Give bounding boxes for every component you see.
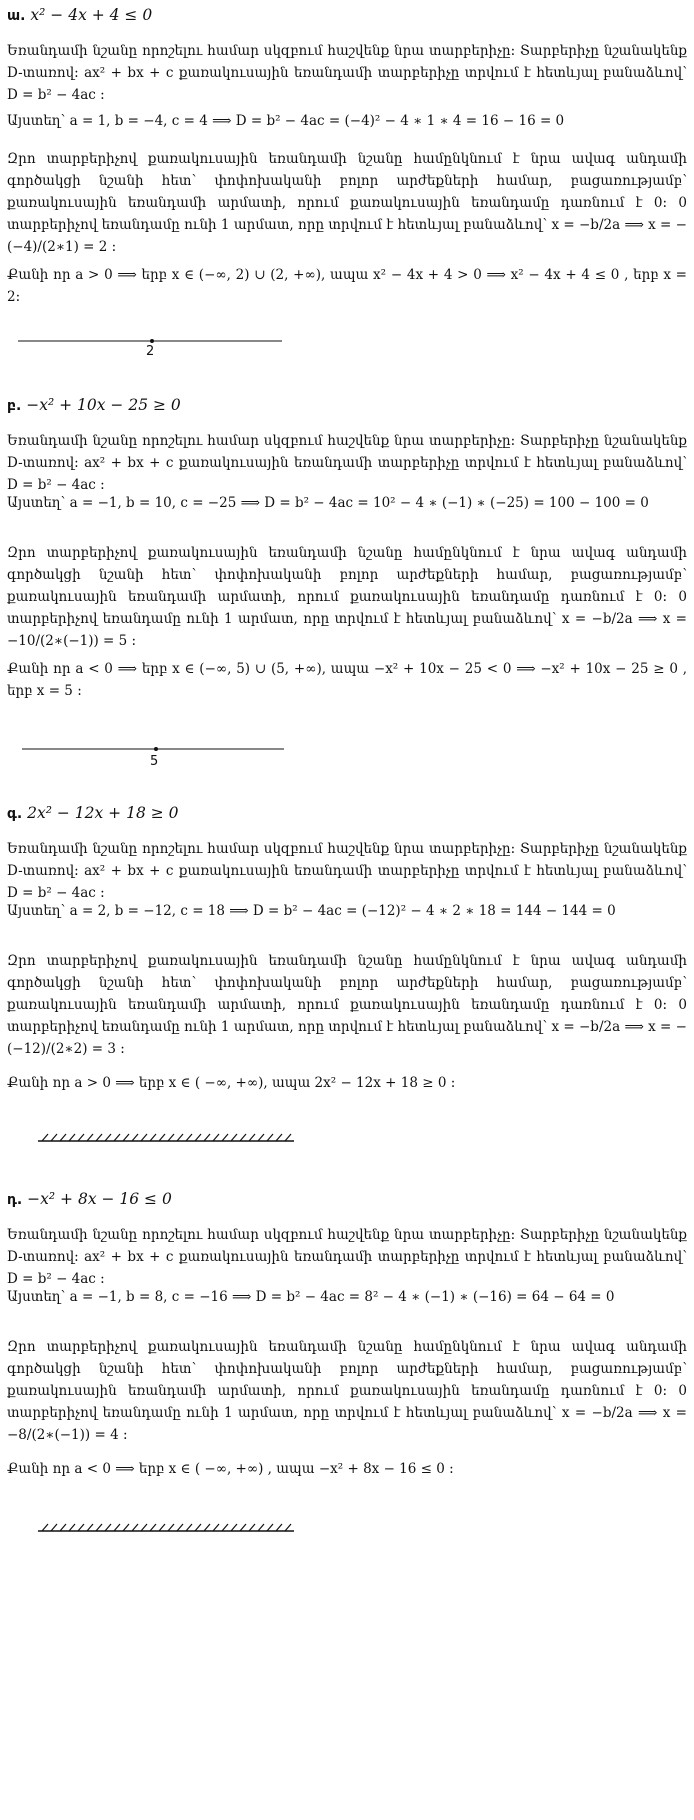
number-line-d <box>38 1520 318 1556</box>
hatch-mark <box>267 1134 273 1141</box>
hatched-line-svg <box>38 1521 318 1535</box>
hatch-mark <box>132 1134 138 1141</box>
hatch-mark <box>96 1524 102 1531</box>
intro-paragraph: Եռանդամի նշանը որոշելու համար սկզբում հաշվենք նրա տարբերիչը: Տարբերիչը նշանակենք D-տառով: ax² + bx + c քառակուսային եռանդամի տարբերիչը տրվում է հետևյալ բանաձևով՝ D = b² − 4ac : <box>7 43 687 103</box>
hatch-mark <box>177 1524 183 1531</box>
hatch-mark <box>114 1134 120 1141</box>
root-paragraph: Զրո տարբերիչով քառակուսային եռանդամի նշանը համընկնում է նրա ավագ անդամի գործակցի նշանի հետ՝ փոփոխականի բոլոր արժեքների համար, բացառությամբ՝ քառակուսային եռանդամի արմատի, որում քառակուսային եռանդամը դառնում է 0: 0 տարբերիչով եռանդամը ունի 1 արմատ, որը տրվում է հետևյալ բանաձևով՝ x = −b/2a ⟹ x = −8/(2∗(−1)) = 4 : <box>7 1339 687 1443</box>
hatch-mark <box>186 1134 192 1141</box>
hatch-mark <box>42 1524 48 1531</box>
root-paragraph: Զրո տարբերիչով քառակուսային եռանդամի նշանը համընկնում է նրա ավագ անդամի գործակցի նշանի հետ՝ փոփոխականի բոլոր արժեքների համար, բացառությամբ՝ քառակուսային եռանդամի արմատի, որում քառակուսային եռանդամը դառնում է 0: 0 տարբերիչով եռանդամը ունի 1 արմատ, որը տրվում է հետևյալ բանաձևով՝ x = −b/2a ⟹ x = −(−4)/(2∗1) = 2 : <box>7 151 687 255</box>
hatch-mark <box>159 1524 165 1531</box>
hatch-mark <box>195 1524 201 1531</box>
hatch-mark <box>150 1134 156 1141</box>
hatch-mark <box>285 1134 291 1141</box>
hatch-mark <box>213 1134 219 1141</box>
hatch-mark <box>267 1524 273 1531</box>
hatch-mark <box>114 1524 120 1531</box>
hatch-marks <box>42 1134 291 1141</box>
hatch-mark <box>213 1524 219 1531</box>
section-letter: դ. <box>7 1192 23 1208</box>
hatch-mark <box>105 1134 111 1141</box>
hatch-mark <box>204 1134 210 1141</box>
root-label: 5 <box>150 754 159 769</box>
number-line-c <box>38 1130 318 1166</box>
conclusion-paragraph: Քանի որ a > 0 ⟹ երբ x ∈ ( −∞, +∞), ապա 2x² − 12x + 18 ≥ 0 : <box>7 1075 456 1091</box>
root-label: 2 <box>146 344 155 359</box>
hatch-mark <box>123 1134 129 1141</box>
inequality: −x² + 10x − 25 ≥ 0 <box>26 396 181 414</box>
hatch-mark <box>141 1524 147 1531</box>
section-letter: գ. <box>7 806 23 822</box>
hatch-mark <box>132 1524 138 1531</box>
section-heading <box>7 396 687 414</box>
discriminant-calc: Այստեղ՝ a = 2, b = −12, c = 18 ⟹ D = b² − 4ac = (−12)² − 4 ∗ 2 ∗ 18 = 144 − 144 = 0 <box>7 903 616 919</box>
section-heading <box>7 804 687 822</box>
hatch-mark <box>276 1524 282 1531</box>
hatch-mark <box>105 1524 111 1531</box>
discriminant-calc: Այստեղ՝ a = −1, b = 8, c = −16 ⟹ D = b² − 4ac = 8² − 4 ∗ (−1) ∗ (−16) = 64 − 64 = 0 <box>7 1289 615 1305</box>
intro-paragraph: Եռանդամի նշանը որոշելու համար սկզբում հաշվենք նրա տարբերիչը: Տարբերիչը նշանակենք D-տառով: ax² + bx + c քառակուսային եռանդամի տարբերիչը տրվում է հետևյալ բանաձևով՝ D = b² − 4ac : <box>7 841 687 901</box>
hatch-mark <box>42 1134 48 1141</box>
hatched-line-svg <box>38 1131 318 1145</box>
section-c <box>7 804 687 1091</box>
hatch-mark <box>141 1134 147 1141</box>
discriminant-calc: Այստեղ՝ a = −1, b = 10, c = −25 ⟹ D = b² − 4ac = 10² − 4 ∗ (−1) ∗ (−25) = 100 − 100 = 0 <box>7 495 649 511</box>
hatch-mark <box>195 1134 201 1141</box>
hatch-mark <box>258 1134 264 1141</box>
inequality: −x² + 8x − 16 ≤ 0 <box>27 1190 172 1208</box>
hatch-mark <box>123 1524 129 1531</box>
inequality: x² − 4x + 4 ≤ 0 <box>30 6 153 24</box>
hatch-mark <box>87 1134 93 1141</box>
hatch-mark <box>60 1134 66 1141</box>
intro-paragraph: Եռանդամի նշանը որոշելու համար սկզբում հաշվենք նրա տարբերիչը: Տարբերիչը նշանակենք D-տառով: ax² + bx + c քառակուսային եռանդամի տարբերիչը տրվում է հետևյալ բանաձևով՝ D = b² − 4ac : <box>7 433 687 493</box>
hatch-mark <box>177 1134 183 1141</box>
root-paragraph: Զրո տարբերիչով քառակուսային եռանդամի նշանը համընկնում է նրա ավագ անդամի գործակցի նշանի հետ՝ փոփոխականի բոլոր արժեքների համար, բացառությամբ՝ քառակուսային եռանդամի արմատի, որում քառակուսային եռանդամը դառնում է 0: 0 տարբերիչով եռանդամը ունի 1 արմատ, որը տրվում է հետևյալ բանաձևով՝ x = −b/2a ⟹ x = −(−12)/(2∗2) = 3 : <box>7 953 687 1057</box>
section-letter: բ. <box>7 398 22 414</box>
number-line-svg <box>18 332 298 352</box>
section-d <box>7 1190 687 1477</box>
hatch-mark <box>222 1524 228 1531</box>
intro-paragraph: Եռանդամի նշանը որոշելու համար սկզբում հաշվենք նրա տարբերիչը: Տարբերիչը նշանակենք D-տառով: ax² + bx + c քառակուսային եռանդամի տարբերիչը տրվում է հետևյալ բանաձևով՝ D = b² − 4ac : <box>7 1227 687 1287</box>
section-a <box>7 6 687 305</box>
root-paragraph: Զրո տարբերիչով քառակուսային եռանդամի նշանը համընկնում է նրա ավագ անդամի գործակցի նշանի հետ՝ փոփոխականի բոլոր արժեքների համար, բացառությամբ՝ քառակուսային եռանդամի արմատի, որում քառակուսային եռանդամը դառնում է 0: 0 տարբերիչով եռանդամը ունի 1 արմատ, որը տրվում է հետևյալ բանաձևով՝ x = −b/2a ⟹ x = −10/(2∗(−1)) = 5 : <box>7 545 687 649</box>
hatch-mark <box>159 1134 165 1141</box>
hatch-mark <box>51 1134 57 1141</box>
hatch-mark <box>276 1134 282 1141</box>
conclusion-paragraph: Քանի որ a < 0 ⟹ երբ x ∈ ( −∞, +∞) , ապա −x² + 8x − 16 ≤ 0 : <box>7 1461 454 1477</box>
section-b <box>7 396 687 699</box>
hatch-mark <box>222 1134 228 1141</box>
section-heading <box>7 6 687 24</box>
hatch-mark <box>249 1134 255 1141</box>
conclusion-paragraph: Քանի որ a > 0 ⟹ երբ x ∈ (−∞, 2) ∪ (2, +∞), ապա x² − 4x + 4 > 0 ⟹ x² − 4x + 4 ≤ 0 , երբ x = 2: <box>7 267 687 305</box>
section-heading <box>7 1190 687 1208</box>
hatch-mark <box>168 1524 174 1531</box>
hatch-mark <box>231 1134 237 1141</box>
hatch-mark <box>60 1524 66 1531</box>
hatch-mark <box>96 1134 102 1141</box>
root-point <box>150 339 154 343</box>
hatch-mark <box>78 1524 84 1531</box>
hatch-mark <box>150 1524 156 1531</box>
hatch-mark <box>69 1134 75 1141</box>
hatch-mark <box>87 1524 93 1531</box>
hatch-mark <box>258 1524 264 1531</box>
conclusion-paragraph: Քանի որ a < 0 ⟹ երբ x ∈ (−∞, 5) ∪ (5, +∞), ապա −x² + 10x − 25 < 0 ⟹ −x² + 10x − 25 ≥ 0 , երբ x = 5 : <box>7 661 687 699</box>
hatch-mark <box>78 1134 84 1141</box>
hatch-mark <box>240 1134 246 1141</box>
root-point <box>154 747 158 751</box>
hatch-mark <box>240 1524 246 1531</box>
number-line-a <box>18 332 298 368</box>
hatch-mark <box>69 1524 75 1531</box>
hatch-mark <box>51 1524 57 1531</box>
hatch-mark <box>285 1524 291 1531</box>
hatch-mark <box>168 1134 174 1141</box>
hatch-mark <box>186 1524 192 1531</box>
hatch-marks <box>42 1524 291 1531</box>
section-letter: ա. <box>7 8 26 24</box>
hatch-mark <box>231 1524 237 1531</box>
number-line-b <box>18 740 298 776</box>
inequality: 2x² − 12x + 18 ≥ 0 <box>27 804 179 822</box>
hatch-mark <box>204 1524 210 1531</box>
discriminant-calc: Այստեղ՝ a = 1, b = −4, c = 4 ⟹ D = b² − 4ac = (−4)² − 4 ∗ 1 ∗ 4 = 16 − 16 = 0 <box>7 113 565 129</box>
hatch-mark <box>249 1524 255 1531</box>
